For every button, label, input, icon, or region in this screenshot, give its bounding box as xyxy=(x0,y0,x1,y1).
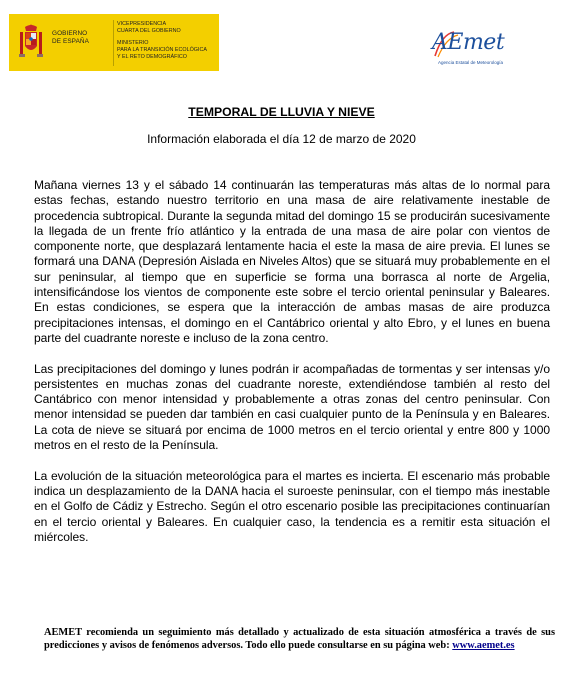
aemet-subtitle: Agencia Estatal de Meteorología xyxy=(438,60,504,65)
website-link[interactable]: www.aemet.es xyxy=(452,640,515,651)
ministry-line: VICEPRESIDENCIA xyxy=(117,21,167,27)
document-body xyxy=(34,178,550,560)
aemet-logo xyxy=(432,30,522,70)
ministry-line: CUARTA DEL GOBIERNO xyxy=(117,27,181,34)
paragraph: La evolución de la situación meteorológica para el martes es incierta. El escenario más probable indica un desplazamiento de la DANA hacia el suroeste peninsular, con el tiempo más inestable en el Golfo de Cádiz y Estrecho. Según el otro escenario posible las precipitaciones continuarían en el tercio oriental y Baleares. En cualquier caso, la tendencia es a remitir esta situación el miércoles. xyxy=(34,468,550,544)
aemet-wordmark: AEmet xyxy=(432,30,505,55)
document-date: Información elaborada el día 12 de marzo de 2020 xyxy=(147,132,416,146)
government-label xyxy=(52,30,112,46)
paragraph: Mañana viernes 13 y el sábado 14 continuarán las temperaturas más altas de lo normal para estas fechas, estando nuestro territorio en una masa de aire relativamente inestable de procedencia subtropical. Durante la segunda mitad del domingo 15 se producirán sucesivamente la llegada de un frente frío atlántico y la entrada de una masa de aire polar con vientos de componente norte, que desplazará lentamente hacia el este la masa de aire previa. El lunes se formará una DANA (Depresión Aislada en Niveles Altos) que se situará muy probablemente en el sur peninsular, al tiempo que en superficie se forma una borrasca al norte de Argelia, intensificándose los vientos de componente este sobre el tercio oriental peninsular y Baleares. En estas condiciones, se espera que la interacción de ambas masas de aire produzca precipitaciones intensas, el domingo en el Cantábrico oriental y alto Ebro, y el lunes en buena parte del cuadrante noreste e incluso de la zona centro. xyxy=(34,178,550,345)
document-title: TEMPORAL DE LLUVIA Y NIEVE xyxy=(188,105,375,119)
divider xyxy=(113,20,114,66)
footer-text: AEMET recomienda un seguimiento más detallado y actualizado de esta situación atmosférica a través de sus predicciones y avisos de fenómenos adversos. Todo ello puede consultarse en su página web: xyxy=(44,627,555,651)
coat-of-arms-icon xyxy=(19,24,43,60)
footer-note xyxy=(44,626,555,652)
gov-line: GOBIERNO xyxy=(52,30,88,37)
ministry-label xyxy=(117,21,217,61)
ministry-line: PARA LA TRANSICIÓN ECOLÓGICA xyxy=(117,47,207,54)
ministry-line: Y EL RETO DEMOGRÁFICO xyxy=(117,53,187,60)
paragraph: Las precipitaciones del domingo y lunes podrán ir acompañadas de tormentas y ser intensas y/o persistentes en muchas zonas del cuadrante noreste, extendiéndose también al resto del Cantábrico con menor intensidad y probablemente a otras zonas del centro peninsular. Con menor intensidad se pueden dar también en casi cualquier punto de la Península y en Baleares. La cota de nieve se situará por encima de 1000 metros en el tercio oriental y entre 800 y 1000 metros en el resto de la Península. xyxy=(34,361,550,453)
ministry-line: MINISTERIO xyxy=(117,40,149,47)
gov-line: DE ESPAÑA xyxy=(52,38,90,45)
government-banner xyxy=(9,14,219,71)
